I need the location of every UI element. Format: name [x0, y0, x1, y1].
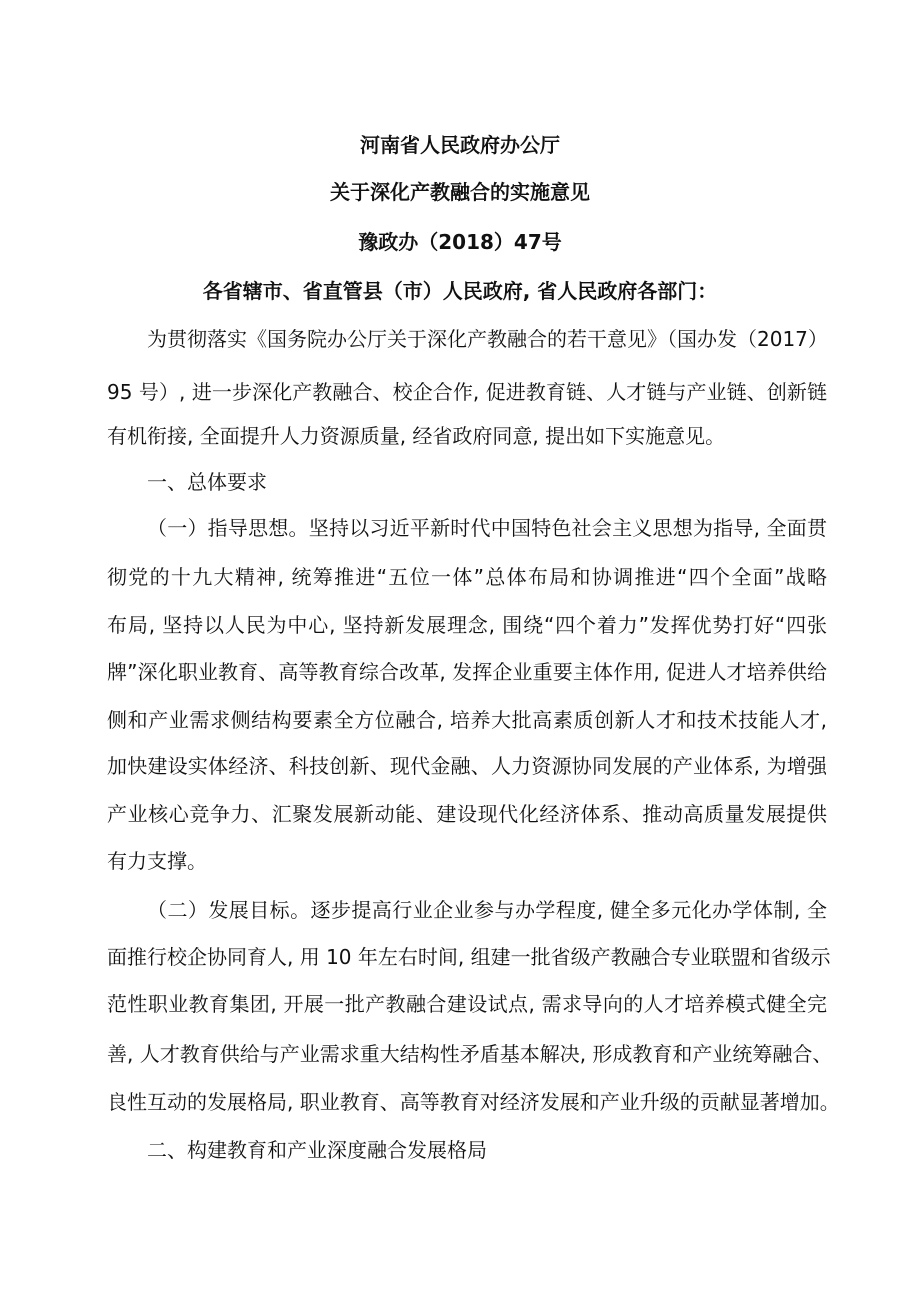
paragraph-line: 范性职业教育集团, 开展一批产教融合建设试点, 需求导向的人才培养模式健全完	[107, 992, 827, 1016]
intro-line: 95 号）, 进一步深化产教融合、校企合作, 促进教育链、人才链与产业链、创新链	[107, 380, 827, 404]
section-heading-2: 二、构建教育和产业深度融合发展格局	[147, 1138, 487, 1162]
paragraph-line: （一）指导思想。坚持以习近平新时代中国特色社会主义思想为指导, 全面贯	[147, 516, 827, 540]
paragraph-line: 侧和产业需求侧结构要素全方位融合, 培养大批高素质创新人才和技术技能人才,	[107, 708, 827, 732]
document-number: 豫政办（2018）47号	[358, 230, 562, 254]
section-heading-1: 一、总体要求	[147, 470, 267, 494]
addressee: 各省辖市、省直管县（市）人民政府, 省人民政府各部门：	[202, 279, 718, 303]
intro-line: 有机衔接, 全面提升人力资源质量, 经省政府同意, 提出如下实施意见。	[107, 424, 726, 448]
paragraph-line: 善, 人才教育供给与产业需求重大结构性矛盾基本解决, 形成教育和产业统筹融合、	[107, 1042, 833, 1066]
document-title: 关于深化产教融合的实施意见	[330, 180, 590, 204]
issuer-title: 河南省人民政府办公厅	[360, 133, 560, 157]
paragraph-line: 面推行校企协同育人, 用 10 年左右时间, 组建一批省级产教融合专业联盟和省级示	[107, 945, 831, 969]
paragraph-line: 牌”深化职业教育、高等教育综合改革, 发挥企业重要主体作用, 促进人才培养供给	[107, 660, 827, 684]
paragraph-line: 产业核心竞争力、汇聚发展新动能、建设现代化经济体系、推动高质量发展提供	[107, 802, 827, 826]
paragraph-line: （二）发展目标。逐步提高行业企业参与办学程度, 健全多元化办学体制, 全	[147, 898, 827, 922]
intro-line: 为贯彻落实《国务院办公厅关于深化产教融合的若干意见》（国办发（2017）	[147, 327, 828, 351]
paragraph-line: 加快建设实体经济、科技创新、现代金融、人力资源协同发展的产业体系, 为增强	[107, 754, 827, 778]
paragraph-line: 良性互动的发展格局, 职业教育、高等教育对经济发展和产业升级的贡献显著增加。	[107, 1090, 840, 1114]
paragraph-line: 彻党的十九大精神, 统筹推进“五位一体”总体布局和协调推进“四个全面”战略	[107, 565, 827, 589]
paragraph-line: 布局, 坚持以人民为中心, 坚持新发展理念, 围绕“四个着力”发挥优势打好“四张	[107, 613, 827, 637]
paragraph-line: 有力支撑。	[107, 849, 207, 873]
